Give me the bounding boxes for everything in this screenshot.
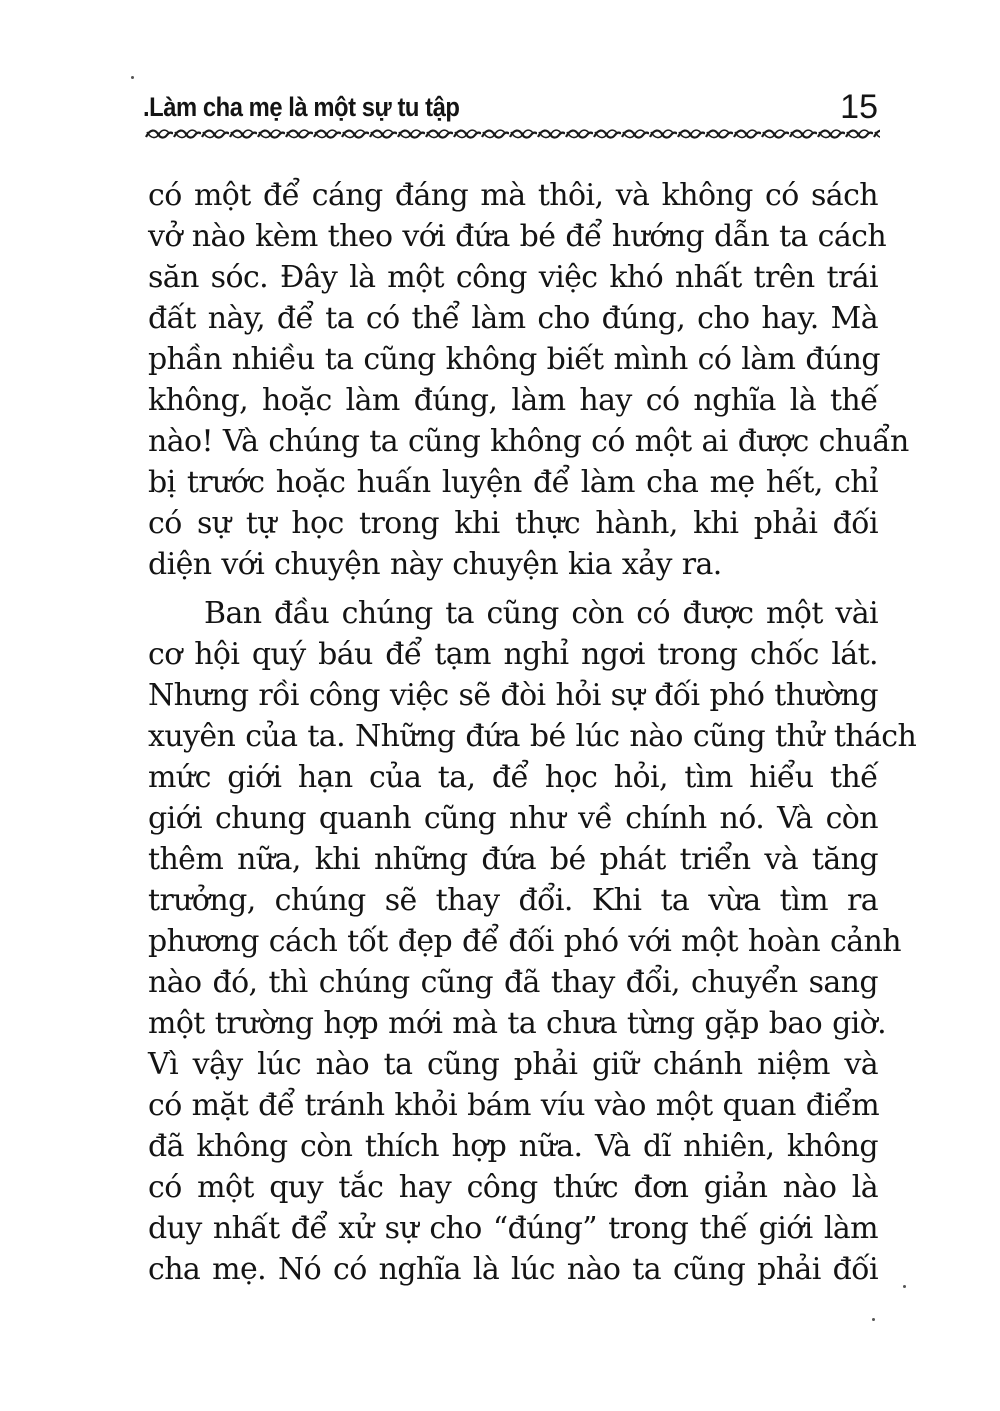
text-line: duy nhất để xử sự cho “đúng” trong thế giới làm	[148, 1211, 878, 1246]
text-line: bị trước hoặc huấn luyện để làm cha mẹ hết, chỉ	[148, 465, 878, 500]
text-line: mức giới hạn của ta, để học hỏi, tìm hiểu thế	[148, 760, 878, 795]
text-line: nào đó, thì chúng cũng đã thay đổi, chuyển sang	[148, 965, 878, 1000]
page-number: 15	[840, 88, 878, 126]
body-text	[148, 175, 917, 1290]
paragraph	[148, 175, 909, 585]
book-title: .Làm cha mẹ là một sự tu tập	[143, 92, 460, 122]
paragraph	[148, 593, 917, 1290]
text-line: thêm nữa, khi những đứa bé phát triển và tăng	[148, 842, 878, 877]
text-line: một trường hợp mới mà ta chưa từng gặp bao giờ.	[148, 1006, 887, 1041]
text-line: có mặt để tránh khỏi bám víu vào một quan điểm	[148, 1088, 880, 1123]
text-line: không, hoặc làm đúng, làm hay có nghĩa là thế	[148, 383, 878, 418]
text-line: nào! Và chúng ta cũng không có một ai được chuẩn	[148, 424, 909, 459]
print-speck	[903, 1285, 906, 1288]
text-line: đã không còn thích hợp nữa. Và dĩ nhiên, không	[148, 1129, 878, 1164]
text-line: cha mẹ. Nó có nghĩa là lúc nào ta cũng phải đối	[148, 1252, 878, 1287]
text-line: phương cách tốt đẹp để đối phó với một hoàn cảnh	[148, 924, 901, 959]
ornamental-divider	[145, 126, 880, 142]
text-line: săn sóc. Đây là một công việc khó nhất trên trái	[148, 260, 878, 295]
text-line: phần nhiều ta cũng không biết mình có làm đúng	[148, 342, 880, 377]
text-line: đất này, để ta có thể làm cho đúng, cho hay. Mà	[148, 301, 878, 336]
running-header	[143, 88, 880, 128]
print-speck	[872, 1318, 875, 1321]
text-line: có một để cáng đáng mà thôi, và không có sách	[148, 178, 878, 213]
text-line: trưởng, chúng sẽ thay đổi. Khi ta vừa tìm ra	[148, 883, 878, 918]
text-line: có sự tự học trong khi thực hành, khi phải đối	[148, 506, 878, 541]
text-line: giới chung quanh cũng như về chính nó. Và còn	[148, 801, 878, 836]
print-speck	[131, 76, 134, 79]
text-line: có một quy tắc hay công thức đơn giản nào là	[148, 1170, 878, 1205]
text-line: cơ hội quý báu để tạm nghỉ ngơi trong chốc lát.	[148, 637, 878, 672]
text-line: Vì vậy lúc nào ta cũng phải giữ chánh niệm và	[148, 1047, 878, 1082]
text-line: vở nào kèm theo với đứa bé để hướng dẫn ta cách	[148, 219, 887, 254]
text-line: diện với chuyện này chuyện kia xảy ra.	[148, 547, 722, 582]
text-line: Nhưng rồi công việc sẽ đòi hỏi sự đối phó thường	[148, 678, 878, 713]
text-line: xuyên của ta. Những đứa bé lúc nào cũng thử thách	[148, 719, 917, 754]
text-line: Ban đầu chúng ta cũng còn có được một vài	[204, 596, 878, 631]
